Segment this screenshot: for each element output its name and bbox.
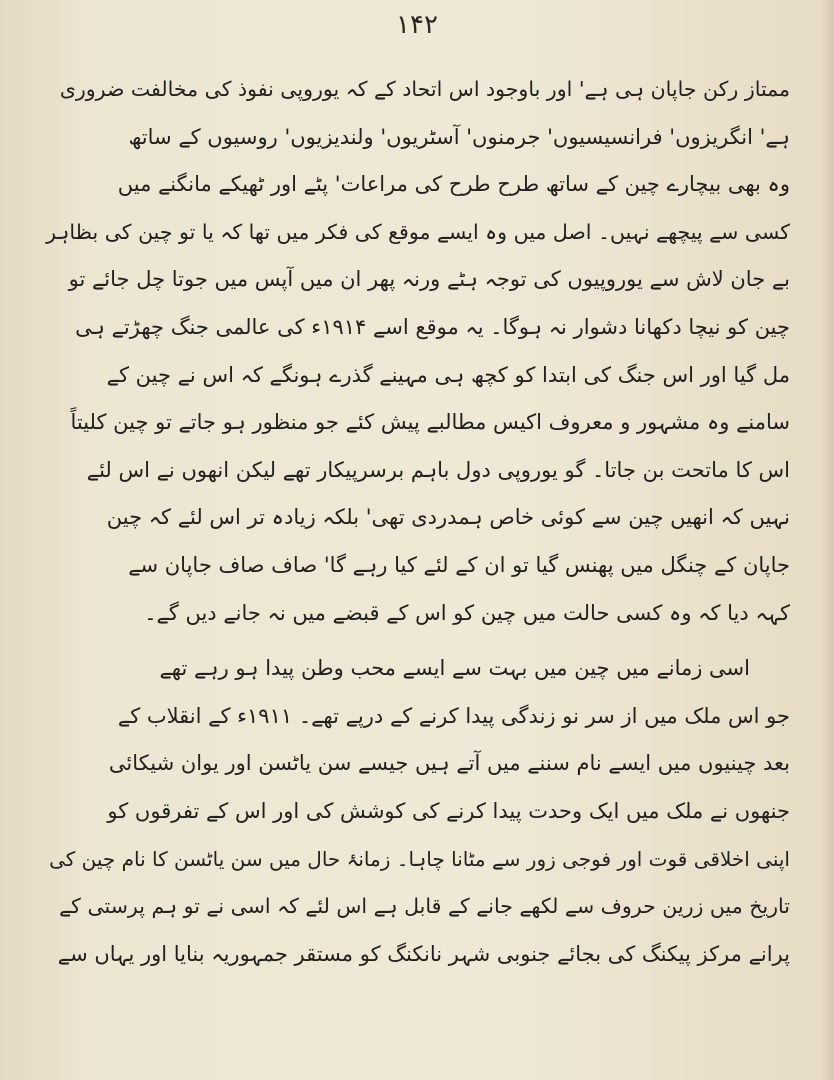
page-body-text [44,66,790,978]
text-line: نہیں کہ انھیں چین سے کوئی خاص ہمدردی تھی' بلکہ زیادہ تر اس لئے کہ چین [106,505,790,530]
text-line: بے جان لاش سے یوروپیوں کی توجہ ہٹے ورنہ پھر ان میں آپس میں جوتا چل جائے تو [68,267,790,292]
text-line: مل گیا اور اس جنگ کی ابتدا کو کچھ ہی مہینے گذرے ہونگے کہ اس نے چین کے [106,362,790,387]
text-line: جاپان کے چنگل میں پھنس گیا تو ان کے لئے کیا رہے گا' صاف صاف جاپان سے [128,552,790,577]
text-line: اسی زمانے میں چین میں بہت سے ایسے محب وطن پیدا ہو رہے تھے [159,656,750,681]
paragraph-1 [44,66,790,637]
text-line: پرانے مرکز پیکنگ کی بجائے جنوبی شہر نانکنگ کو مستقر جمہوریہ بنایا اور یہاں سے [57,941,790,966]
text-line: اس کا ماتحت بن جاتا۔ گو یوروپی دول باہم برسرپیکار تھے لیکن انھوں نے اس لئے [86,457,790,482]
text-line: کہہ دیا کہ وہ کسی حالت میں چین کو اس کے قبضے میں نہ جانے دیں گے۔ [144,600,790,625]
text-line: سامنے وہ مشہور و معروف اکیس مطالبے پیش کئے جو منظور ہو جاتے تو چین کلیتاً [70,410,790,435]
text-line: جو اس ملک میں از سر نو زندگی پیدا کرنے کے درپے تھے۔ ۱۹۱۱ء کے انقلاب کے [117,703,790,728]
paragraph-2 [44,645,790,978]
text-line: اپنی اخلاقی قوت اور فوجی زور سے مٹانا چاہا۔ زمانۂ حال میں سن یاٹسن کا نام چین کی [49,846,790,871]
text-line: چین کو نیچا دکھانا دشوار نہ ہوگا۔ یہ موقع اسے ۱۹۱۴ء کی عالمی جنگ چھڑتے ہی [75,314,790,339]
text-line: کسی سے پیچھے نہیں۔ اصل میں وہ ایسے موقع کی فکر میں تھا کہ یا تو چین کی بظاہر [46,219,790,244]
text-line: ہے' انگریزوں' فرانسیسیوں' جرمنوں' آسٹریوں' ولندیزیوں' روسیوں کے ساتھ [128,124,790,149]
page-number: ۱۴۲ [396,10,438,40]
page-edge-shadow [820,0,834,1080]
text-line: ممتاز رکن جاپان ہی ہے' اور باوجود اس اتحاد کے کہ یوروپی نفوذ کی مخالفت ضروری [59,77,790,101]
text-line: جنھوں نے ملک میں ایک وحدت پیدا کرنے کی کوشش کی اور اس کے تفرقوں کو [107,798,790,823]
text-line: وہ بھی بیچارے چین کے ساتھ طرح طرح کی مراعات' پٹے اور ٹھیکے مانگنے میں [117,172,790,197]
text-line: تاریخ میں زرین حروف سے لکھے جانے کے قابل ہے اس لئے کہ اسی نے تو ہم پرستی کے [59,894,790,919]
text-line: بعد چینیوں میں ایسے نام سننے میں آتے ہیں جیسے سن یاٹسن اور یوان شیکائی [108,751,790,776]
